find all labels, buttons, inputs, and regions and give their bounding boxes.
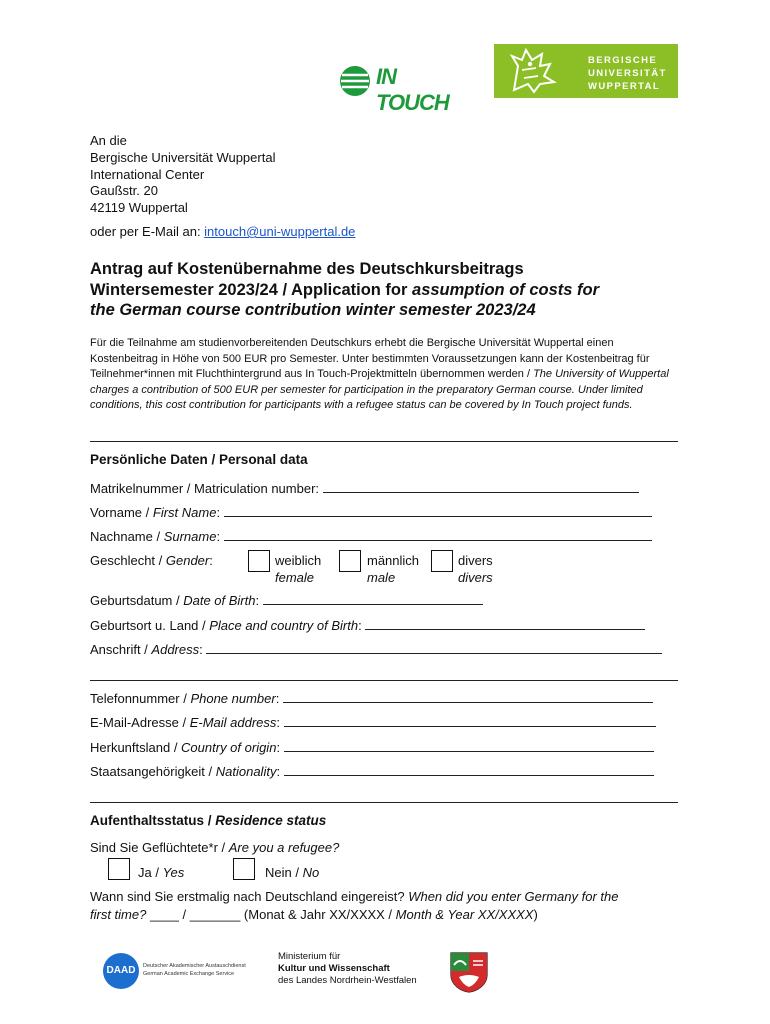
arrival-en-2: first time?: [90, 907, 147, 922]
divider: [90, 441, 678, 442]
daad-text-line: Deutscher Akademischer Austauschdienst: [143, 963, 246, 969]
intouch-logo-text: IN TOUCH: [376, 64, 449, 115]
intro-english: The University of Wuppertal charges a contribution of 500 EUR per semester for participation in the preparatory German course. Under limited conditions, this cost contribution for participants with a refugee status can be covered by In Touch project funds.: [90, 368, 669, 411]
dob-label: Geburtsdatum /: [90, 593, 184, 608]
option-label: divers: [458, 553, 493, 568]
phone-line[interactable]: [283, 691, 653, 703]
title-line-3: [90, 300, 690, 321]
nationality-field[interactable]: Staatsangehörigkeit / Nationality:: [90, 764, 654, 779]
title-line-3-italic: the German course contribution winter semester 2023/24: [90, 301, 536, 319]
title-line-2-normal: Wintersemester 2023/24 / Application for: [90, 280, 413, 299]
nationality-label: Staatsangehörigkeit /: [90, 764, 216, 779]
email-prefix: oder per E-Mail an:: [90, 224, 205, 239]
arrival-date-blank[interactable]: ____ / _______ (Monat & Jahr XX/XXXX /: [146, 907, 396, 922]
option-label-en: male: [367, 570, 396, 585]
option-label-en: female: [275, 570, 315, 585]
residence-heading: [90, 813, 326, 828]
birthplace-field[interactable]: Geburtsort u. Land / Place and country of Birth:: [90, 618, 645, 633]
refugee-question: [90, 840, 339, 855]
origin-field[interactable]: Herkunftsland / Country of origin:: [90, 740, 654, 755]
birthplace-line[interactable]: [365, 618, 645, 630]
email-line: [90, 224, 355, 239]
gender-checkbox-divers[interactable]: [431, 550, 453, 572]
phone-label: Telefonnummer /: [90, 691, 191, 706]
address-line-2[interactable]: [90, 680, 678, 681]
refugee-yes-label: [138, 864, 184, 881]
birthplace-label-en: Place and country of Birth: [209, 618, 359, 633]
university-name-line-1: BERGISCHE: [588, 55, 658, 66]
ministry-line: Kultur und Wissenschaft: [278, 963, 390, 974]
refugee-question-de: Sind Sie Geflüchtete*r /: [90, 840, 229, 855]
personal-data-heading: Persönliche Daten / Personal data: [90, 452, 308, 467]
recipient-address: [90, 133, 275, 217]
email-label-en: E-Mail address: [189, 715, 277, 730]
yes-label-de: Ja /: [138, 865, 163, 880]
gender-option-male: [367, 552, 419, 586]
dob-field[interactable]: Geburtsdatum / Date of Birth:: [90, 593, 483, 608]
address-line: Gaußstr. 20: [90, 183, 158, 199]
first-name-label: Vorname /: [90, 505, 153, 520]
title-line-1: Antrag auf Kostenübernahme des Deutschkursbeitrags: [90, 260, 524, 278]
globe-icon: [338, 64, 372, 98]
gender-option-divers: [458, 552, 493, 586]
document-title: [90, 259, 690, 321]
matriculation-label: Matrikelnummer / Matriculation number:: [90, 481, 323, 496]
matriculation-field[interactable]: [90, 481, 639, 496]
intro-german: Für die Teilnahme am studienvorbereitenden Deutschkurs erhebt die Bergische Universität Wuppertal einen Kostenbeitrag in Höhe von 500 EUR pro Semester. Unter bestimmten Voraussetzungen kann der Kostenbeitrag für Teilnehmer*innen mit Fluchthintergrund aus In Touch-Projektmitteln übernommen werden /: [90, 337, 650, 380]
residence-heading-de: Aufenthaltsstatus /: [90, 813, 216, 828]
gender-label: Geschlecht /: [90, 553, 166, 568]
arrival-en: When did you enter Germany for the: [408, 889, 619, 904]
university-logo: [494, 44, 678, 98]
address-line: Bergische Universität Wuppertal: [90, 149, 276, 165]
gender-label-en: Gender: [165, 553, 210, 568]
first-name-field[interactable]: Vorname / First Name:: [90, 505, 652, 520]
yes-label-en: Yes: [162, 865, 185, 880]
daad-text-line: German Academic Exchange Service: [143, 971, 235, 977]
email-field[interactable]: E-Mail-Adresse / E-Mail address:: [90, 715, 656, 730]
address-label-en: Address: [151, 642, 200, 657]
email-link[interactable]: intouch@uni-wuppertal.de: [204, 224, 356, 239]
intro-paragraph: [90, 336, 680, 414]
no-label-en: No: [302, 865, 320, 880]
address-label: Anschrift /: [90, 642, 152, 657]
refugee-yes-checkbox[interactable]: [108, 858, 130, 880]
gender-checkbox-male[interactable]: [339, 550, 361, 572]
daad-logo-badge: DAAD: [103, 953, 139, 989]
gender-checkbox-female[interactable]: [248, 550, 270, 572]
first-name-label-en: First Name: [152, 505, 217, 520]
surname-field[interactable]: Nachname / Surname:: [90, 529, 652, 544]
ministry-line: des Landes Nordrhein-Westfalen: [278, 975, 417, 986]
address-line: 42119 Wuppertal: [90, 200, 188, 216]
dob-line[interactable]: [263, 593, 483, 605]
option-label: männlich: [367, 553, 420, 568]
refugee-question-en: Are you a refugee?: [228, 840, 340, 855]
ministry-line: Ministerium für: [278, 951, 341, 962]
surname-line[interactable]: [224, 529, 652, 541]
surname-label: Nachname /: [90, 529, 164, 544]
no-label-de: Nein /: [265, 865, 303, 880]
origin-line[interactable]: [284, 740, 654, 752]
dob-label-en: Date of Birth: [183, 593, 256, 608]
gender-option-female: [275, 552, 321, 586]
arrival-format-en: Month & Year XX/XXXX: [395, 907, 534, 922]
surname-label-en: Surname: [163, 529, 217, 544]
arrival-de: Wann sind Sie erstmalig nach Deutschland eingereist?: [90, 889, 409, 904]
title-line-2-italic: assumption of costs for: [412, 280, 600, 299]
lion-crest-icon: [504, 46, 574, 96]
option-label: weiblich: [275, 553, 322, 568]
origin-label: Herkunftsland /: [90, 740, 182, 755]
daad-logo-text: [143, 962, 246, 978]
gender-field: Geschlecht / Gender:: [90, 553, 213, 568]
title-line-2: [90, 280, 690, 301]
email-line-blank[interactable]: [284, 715, 656, 727]
option-label-en: divers: [458, 570, 493, 585]
address-line: An die: [90, 133, 127, 148]
arrival-question[interactable]: [90, 888, 690, 924]
phone-field[interactable]: Telefonnummer / Phone number:: [90, 691, 653, 706]
arrival-line-1: [90, 888, 690, 906]
arrival-close: ): [533, 907, 538, 922]
matriculation-line[interactable]: [323, 481, 639, 493]
university-name-line-2: UNIVERSITÄT: [588, 68, 667, 79]
university-name-line-3: WUPPERTAL: [588, 81, 661, 92]
phone-label-en: Phone number: [190, 691, 276, 706]
address-line: International Center: [90, 166, 205, 182]
nationality-label-en: Nationality: [215, 764, 277, 779]
birthplace-label: Geburtsort u. Land /: [90, 618, 210, 633]
nationality-line[interactable]: [284, 764, 654, 776]
origin-label-en: Country of origin: [181, 740, 277, 755]
email-label: E-Mail-Adresse /: [90, 715, 190, 730]
intouch-logo: [338, 62, 468, 115]
refugee-no-checkbox[interactable]: [233, 858, 255, 880]
divider: [90, 802, 678, 803]
refugee-no-label: [265, 864, 319, 881]
residence-heading-en: Residence status: [215, 813, 327, 828]
arrival-line-2: [90, 906, 690, 924]
address-field[interactable]: Anschrift / Address:: [90, 642, 662, 657]
address-line-1[interactable]: [206, 642, 662, 654]
first-name-line[interactable]: [224, 505, 652, 517]
nrw-coat-of-arms-icon: [449, 951, 489, 993]
ministry-logo: [278, 951, 417, 987]
